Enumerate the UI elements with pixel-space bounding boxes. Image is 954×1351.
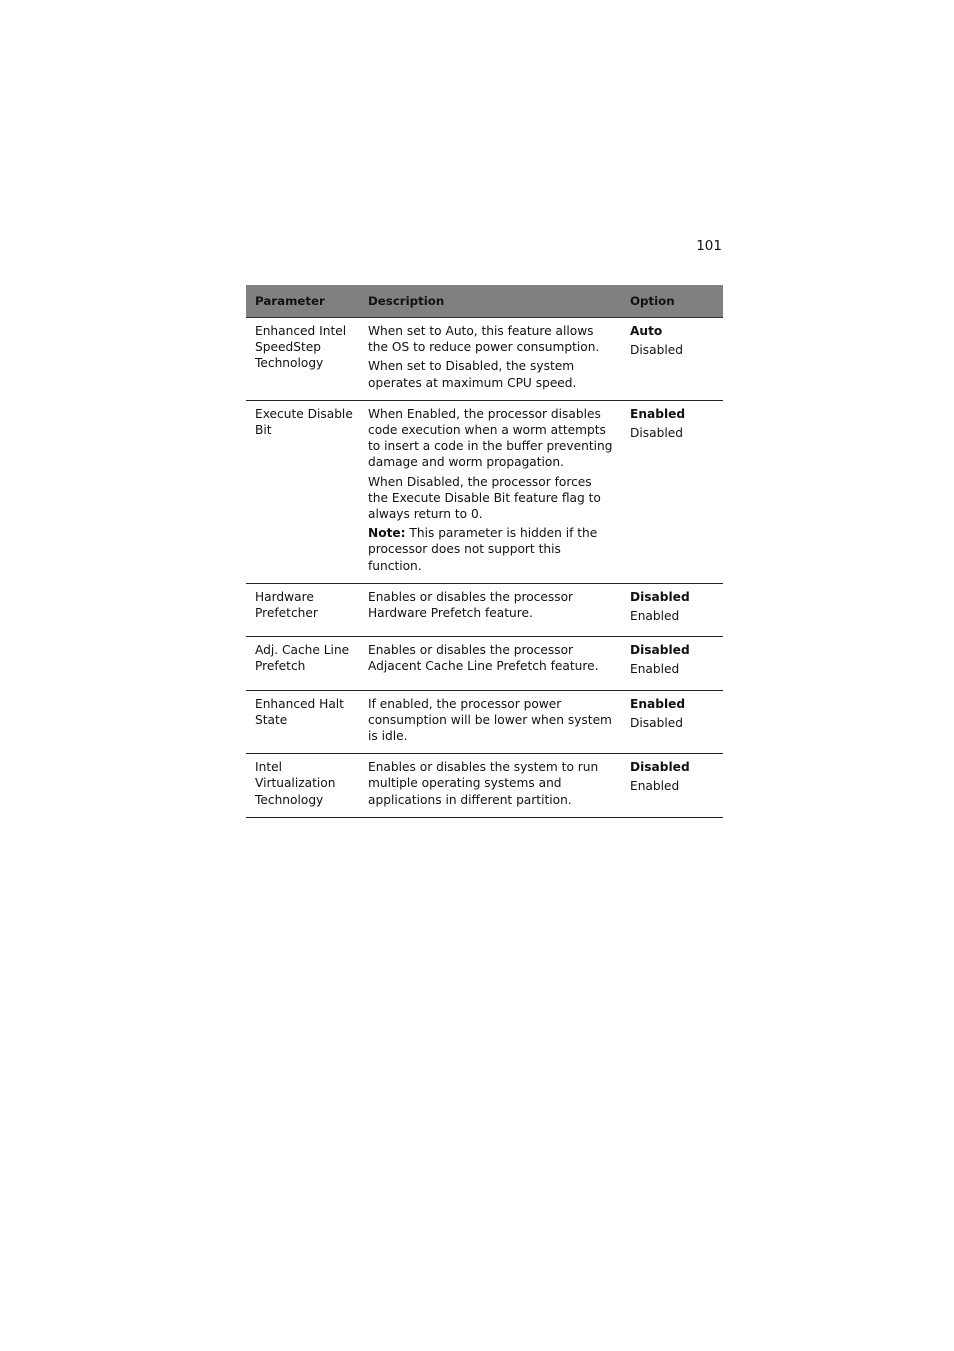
default-option: Disabled [630,589,690,604]
note-body: This parameter is hidden if the processor does not support this function. [368,526,598,573]
description-text: When set to Disabled, the system operates at maximum CPU speed. [368,359,577,390]
parameter-cell: Intel Virtualization Technology [246,754,359,818]
option-value: Enabled [630,779,680,794]
table-row [246,690,723,754]
table-row [246,637,723,690]
option-cell [621,583,723,636]
description-cell [359,690,621,754]
note-text [368,525,613,574]
parameter-cell: Adj. Cache Line Prefetch [246,637,359,690]
table-header-row [246,285,723,318]
parameter-cell: Hardware Prefetcher [246,583,359,636]
description-text: If enabled, the processor power consumption will be lower when system is idle. [368,696,612,744]
option-value: Disabled [630,343,683,358]
option-value: Enabled [630,662,680,677]
option-value: Enabled [630,609,680,624]
description-text: Enables or disables the system to run multiple operating systems and applications in different partition. [368,760,599,807]
column-header-parameter: Parameter [246,285,359,318]
description-cell [359,318,621,401]
table-row [246,583,723,636]
table-header [246,285,723,318]
table-row [246,318,723,401]
column-header-description: Description [359,285,621,318]
option-cell [621,637,723,690]
default-option: Enabled [630,696,686,711]
description-cell [359,583,621,636]
option-cell [621,318,723,401]
parameter-cell: Enhanced Intel SpeedStep Technology [246,318,359,401]
option-cell [621,400,723,583]
description-text: When set to Auto, this feature allows the OS to reduce power consumption. [368,324,600,355]
table-row [246,754,723,818]
description-text: When Enabled, the processor disables code execution when a worm attempts to insert a code in the buffer preventing damage and worm propagation. [368,406,613,470]
description-cell [359,637,621,690]
page-number: 101 [696,238,722,254]
table-row [246,400,723,583]
bios-parameter-table [246,285,723,818]
option-cell [621,690,723,754]
default-option: Disabled [630,760,690,775]
description-text: Enables or disables the processor Hardware Prefetch feature. [368,589,574,621]
note-label: Note: [368,526,406,541]
parameter-cell: Execute Disable Bit [246,400,359,583]
description-text: Enables or disables the processor Adjacent Cache Line Prefetch feature. [368,643,599,674]
option-value: Disabled [630,715,683,730]
description-cell [359,400,621,583]
default-option: Enabled [630,406,686,421]
parameter-cell: Enhanced Halt State [246,690,359,754]
column-header-option: Option [621,285,723,318]
default-option: Disabled [630,643,690,658]
table-body [246,318,723,818]
option-cell [621,754,723,818]
description-cell [359,754,621,818]
default-option: Auto [630,324,663,338]
option-value: Disabled [630,426,683,441]
description-text: When Disabled, the processor forces the Execute Disable Bit feature flag to always return to 0. [368,474,601,522]
